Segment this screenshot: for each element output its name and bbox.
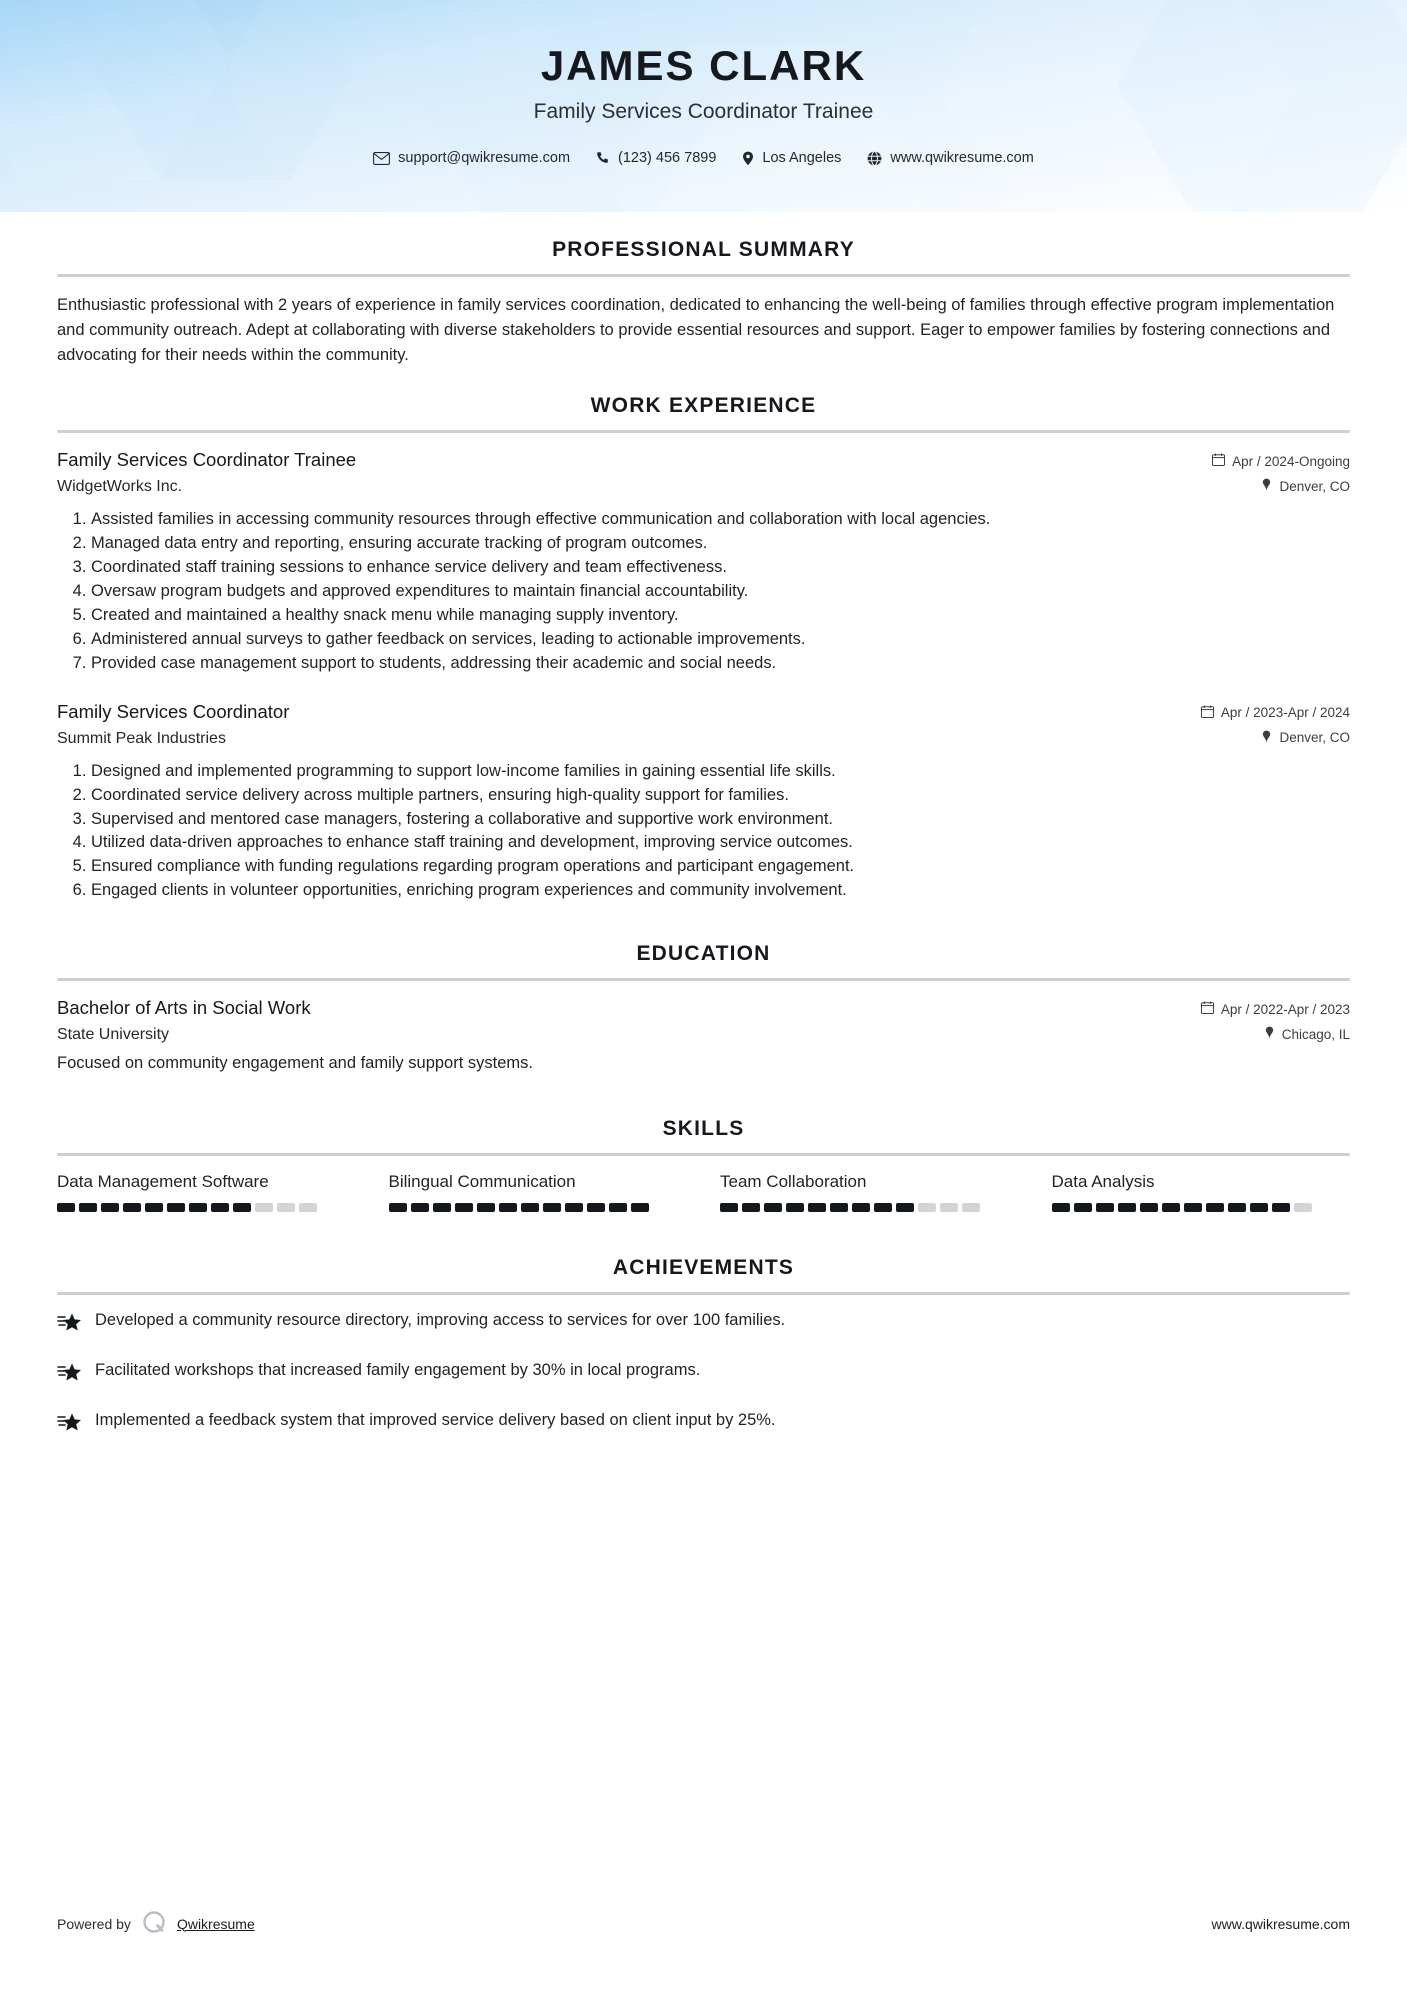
skill-level-meter [720,1203,1019,1212]
header-banner [0,0,1407,212]
calendar-icon [1212,453,1225,469]
section-professional-summary [57,238,1350,368]
degree-title: Bachelor of Arts in Social Work [57,997,311,1019]
divider [57,430,1350,433]
section-work-experience [57,394,1350,902]
mail-icon [373,152,390,165]
contact-phone-text: (123) 456 7899 [618,150,717,166]
contact-website[interactable] [867,150,1033,166]
map-marker-icon [1264,1026,1275,1042]
footer-website[interactable]: www.qwikresume.com [1211,1915,1350,1932]
contact-email[interactable] [373,150,570,166]
globe-icon [867,151,882,166]
section-title-achievements: ACHIEVEMENTS [612,1256,795,1280]
divider [57,1153,1350,1156]
education-location-text: Chicago, IL [1281,1026,1350,1042]
job-bullet: 5. Ensured compliance with funding regulations regarding program operations and participant engagement. [91,855,1350,878]
qwikresume-link[interactable]: Qwikresume [176,1915,255,1932]
experience-entry [57,449,1350,674]
skill-level-meter [57,1203,356,1212]
powered-by-block [57,1909,255,1938]
map-marker-icon [1261,730,1272,746]
contact-phone[interactable] [596,150,716,166]
summary-text: Enthusiastic professional with 2 years of experience in family services coordination, dedicated to enhancing the well-being of families through effective program implementation and community outreach. Adept at collaborating with diverse stakeholders to provide essential resources and support. Eager to empower families by fostering connections and advocating for their needs within the community. [57,296,1335,365]
job-bullet: 1. Assisted families in accessing community resources through effective communication and collaboration with local agencies. [91,508,1350,531]
section-skills [57,1117,1350,1212]
job-bullet: 6. Administered annual surveys to gather feedback on services, leading to actionable improvements. [91,628,1350,651]
achievement-text: Developed a community resource directory, improving access to services for over 100 families. [95,1311,786,1330]
skill-name: Bilingual Communication [388,1172,576,1192]
job-company: Summit Peak Industries [57,729,226,747]
skill-level-meter [389,1203,688,1212]
achievement-item [57,1311,1350,1339]
section-achievements [57,1256,1350,1439]
powered-by-label: Powered by [57,1915,131,1932]
job-location [1261,478,1350,494]
job-bullet: 4. Oversaw program budgets and approved expenditures to maintain financial accountability. [91,580,1350,603]
job-bullet: 5. Created and maintained a healthy snack menu while managing supply inventory. [91,604,1350,627]
education-dates [1201,1001,1350,1017]
star-icon [57,1312,81,1339]
section-education [57,942,1350,1073]
job-company: WidgetWorks Inc. [57,478,183,496]
location-pin-icon [742,151,754,166]
star-icon [57,1362,81,1389]
job-bullet: 3. Coordinated staff training sessions to enhance service delivery and team effectiveness. [91,556,1350,579]
school-name: State University [57,1026,170,1044]
skill-name: Team Collaboration [720,1172,867,1192]
education-note: Focused on community engagement and family support systems. [57,1054,533,1073]
job-bullet: 4. Utilized data-driven approaches to enhance staff training and development, improving service outcomes. [91,831,1350,854]
skill-item [57,1172,356,1212]
job-title: Family Services Coordinator [57,700,290,722]
contact-email-text: support@qwikresume.com [398,150,571,166]
job-bullets [57,508,1350,674]
skill-name: Data Management Software [57,1172,269,1192]
job-dates-text: Apr / 2023-Apr / 2024 [1220,705,1350,721]
job-title: Family Services Coordinator Trainee [57,449,357,471]
contact-location[interactable] [742,150,841,166]
job-bullet: 2. Managed data entry and reporting, ensuring accurate tracking of program outcomes. [91,532,1350,555]
map-marker-icon [1261,478,1272,494]
qwikresume-logo-icon [141,1909,167,1938]
job-bullets [57,760,1350,903]
education-location [1264,1026,1350,1042]
contact-location-text: Los Angeles [762,150,842,166]
section-title-summary: PROFESSIONAL SUMMARY [552,238,855,261]
job-bullet: 2. Coordinated service delivery across multiple partners, ensuring high-quality support for families. [91,784,1350,807]
page-title: JAMES CLARK [540,42,867,89]
job-dates-text: Apr / 2024-Ongoing [1232,453,1350,469]
star-icon [57,1412,81,1439]
divider [57,274,1350,277]
job-bullet: 7. Provided case management support to students, addressing their academic and social needs. [91,652,1350,675]
education-dates-text: Apr / 2022-Apr / 2023 [1220,1001,1350,1017]
skill-item [389,1172,688,1212]
skill-item [1052,1172,1351,1212]
section-title-experience: WORK EXPERIENCE [590,394,817,418]
section-title-skills: SKILLS [662,1117,745,1141]
achievement-item [57,1361,1350,1389]
job-bullet: 3. Supervised and mentored case managers, fostering a collaborative and supportive work environment. [91,808,1350,831]
achievement-item [57,1411,1350,1439]
job-bullet: 6. Engaged clients in volunteer opportunities, enriching program experiences and community involvement. [91,879,1350,902]
calendar-icon [1201,1001,1214,1017]
skill-level-meter [1052,1203,1351,1212]
divider [57,1292,1350,1295]
section-title-education: EDUCATION [636,942,771,966]
job-bullet: 1. Designed and implemented programming to support low-income families in gaining essential life skills. [91,760,1350,783]
education-entry [57,997,1350,1073]
job-location [1261,730,1350,746]
job-location-text: Denver, CO [1279,730,1350,746]
job-dates [1201,705,1350,721]
contact-website-text: www.qwikresume.com [890,150,1034,166]
skill-name: Data Analysis [1051,1172,1155,1192]
job-headline: Family Services Coordinator Trainee [533,100,874,123]
achievement-text: Implemented a feedback system that improved service delivery based on client input by 25%. [95,1411,776,1430]
job-location-text: Denver, CO [1279,478,1350,494]
achievement-text: Facilitated workshops that increased family engagement by 30% in local programs. [95,1361,701,1380]
divider [57,978,1350,981]
contact-row [0,150,1407,166]
skill-item [720,1172,1019,1212]
page-footer [57,1909,1350,1938]
phone-icon [596,151,610,165]
calendar-icon [1201,705,1214,721]
job-dates [1212,453,1350,469]
experience-entry [57,701,1350,903]
skills-grid [57,1172,1350,1212]
